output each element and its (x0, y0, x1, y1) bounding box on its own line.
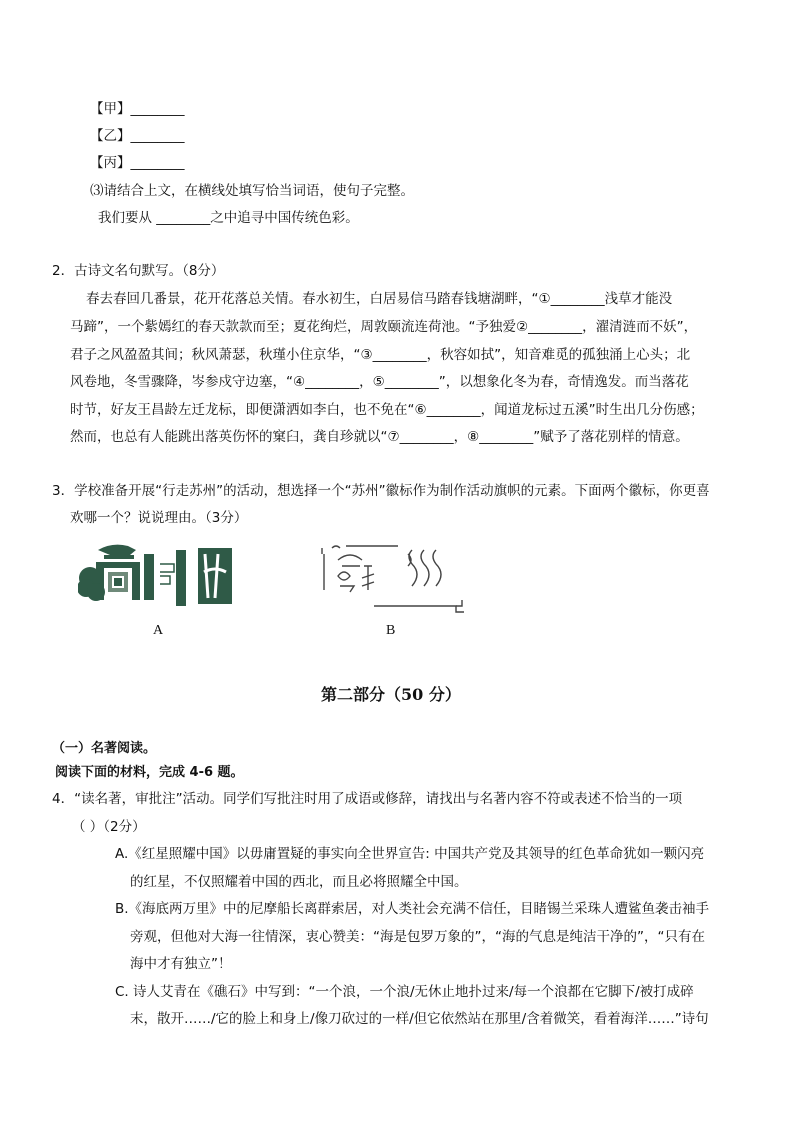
question2-line: 风卷地，冬雪骤降，岑参戍守边塞，“④________，⑤________”，以想象化冬为春，奇情逸发。而当落花 (70, 374, 689, 390)
q3-prompt: ⑶请结合上文，在横线处填写恰当词语，使句子完整。 (90, 183, 414, 199)
option-a: A.《红星照耀中国》以毋庸置疑的事实向全世界宣告: 中国共产党及其领导的红色革命犹如一颗闪亮 (115, 846, 705, 862)
blank-yi: 【乙】________ (90, 128, 185, 144)
part2-title: 第二部分（50 分） (321, 685, 461, 704)
suzhou-logo-a (78, 542, 254, 610)
question2-line: 马蹄”，一个紫嫣红的春天款款而至；夏花绚烂，周敦颐流连荷池。“予独爱②________，濯清涟而不妖”， (70, 319, 698, 335)
option-c: C. 诗人艾青在《礁石》中写到：“一个浪，一个浪/无休止地扑过来/每一个浪都在它脚下/被打成碎 (115, 984, 694, 1000)
blank-bing: 【丙】________ (90, 155, 185, 171)
option-b-cont: 海中才有独立”！ (130, 956, 232, 972)
question2-line: 时节，好友王昌龄左迁龙标，即便潇洒如李白，也不免在“⑥________，闻道龙标过五溪”时生出几分伤感； (70, 402, 704, 418)
suzhou-logo-b (316, 540, 468, 616)
question4-stem-cont: （ ）（2分） (72, 819, 146, 835)
logo-b-label: B (386, 623, 396, 638)
logo-a-label: A (153, 623, 164, 638)
q3-sentence: 我们要从 ________之中追寻中国传统色彩。 (98, 210, 359, 226)
option-a-cont: 的红星，不仅照耀着中国的西北，而且必将照耀全中国。 (130, 874, 468, 890)
question4-stem: 4．“读名著，审批注”活动。同学们写批注时用了成语或修辞，请找出与名著内容不符或表述不恰当的一项 (52, 791, 683, 807)
question2-line: 春去春回几番景，花开花落总关情。春水初生，白居易信马踏春钱塘湖畔，“①________浅草才能没 (86, 291, 673, 307)
option-b-cont: 旁观，但他对大海一往情深，衷心赞美：“海是包罗万象的”，“海的气息是纯洁干净的”，“只有在 (130, 929, 705, 945)
reading-heading: （一）名著阅读。 (52, 741, 157, 756)
option-b: B.《海底两万里》中的尼摩船长离群索居，对人类社会充满不信任，目睹锡兰采珠人遭鲨鱼袭击袖手 (115, 901, 710, 917)
blank-jia: 【甲】________ (90, 101, 185, 117)
question3-stem-cont: 欢哪一个？说说理由。（3分） (70, 510, 248, 526)
option-c-cont: 末，散开……/它的脸上和身上/像刀砍过的一样/但它依然站在那里/含着微笑，看着海洋……”诗句 (130, 1011, 709, 1027)
reading-instruction: 阅读下面的材料，完成 4-6 题。 (55, 765, 244, 780)
question2-line: 然而，也总有人能跳出落英伤怀的窠臼，龚自珍就以“⑦________，⑧________”赋予了落花别样的情意。 (70, 429, 689, 445)
question2-header: 2．古诗文名句默写。（8分） (52, 263, 225, 279)
question3-stem: 3．学校准备开展“行走苏州”的活动，想选择一个“苏州”徽标作为制作活动旗帜的元素。下面两个徽标，你更喜 (52, 483, 710, 499)
question2-line: 君子之风盈盈其间；秋风萧瑟，秋瑾小住京华，“③________，秋容如拭”，知音难觅的孤独涌上心头；北 (70, 347, 691, 363)
